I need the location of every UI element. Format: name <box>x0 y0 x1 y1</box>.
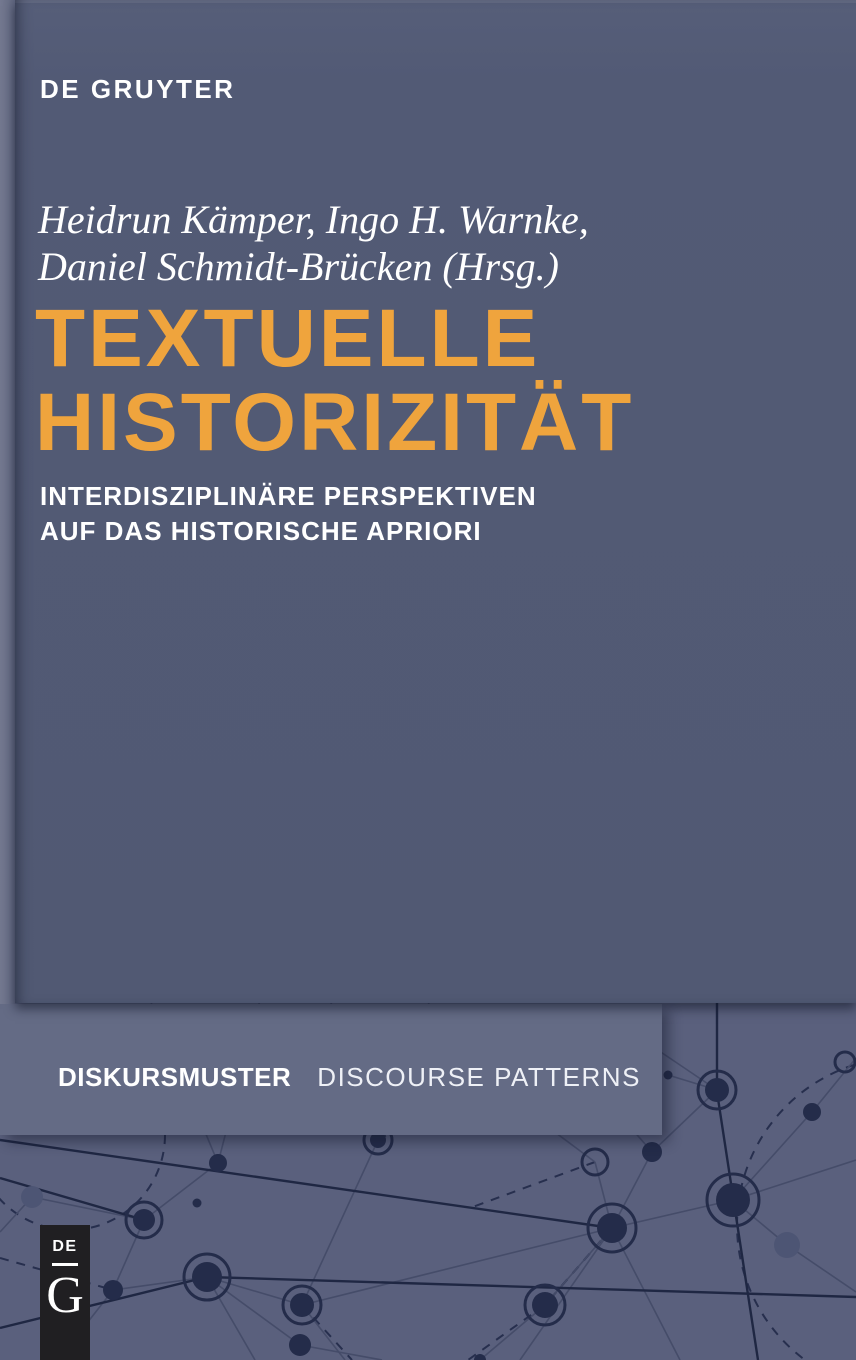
logo-g-text: G <box>46 1267 84 1324</box>
authors-line-2: Daniel Schmidt-Brücken (Hrsg.) <box>38 244 559 289</box>
series-name-english: DISCOURSE PATTERNS <box>317 1062 641 1092</box>
logo-divider-rule <box>52 1263 78 1266</box>
authors-block <box>38 196 589 290</box>
series-titles <box>58 1062 641 1093</box>
spine-edge <box>0 0 15 1004</box>
book-subtitle <box>40 479 537 549</box>
authors-line-1: Heidrun Kämper, Ingo H. Warnke, <box>38 197 589 242</box>
logo-de-text: DE <box>52 1238 78 1255</box>
de-gruyter-logo <box>40 1225 90 1360</box>
subtitle-line-1: INTERDISZIPLINÄRE PERSPEKTIVEN <box>40 481 537 511</box>
subtitle-line-2: AUF DAS HISTORISCHE APRIORI <box>40 516 482 546</box>
book-title <box>35 293 635 468</box>
title-line-2: HISTORIZITÄT <box>35 377 635 468</box>
publisher-name: DE GRUYTER <box>40 74 236 104</box>
series-name-german: DISKURSMUSTER <box>58 1062 292 1092</box>
title-line-1: TEXTUELLE <box>35 293 541 384</box>
cover-front-panel <box>15 0 856 1003</box>
series-band <box>0 1004 662 1135</box>
